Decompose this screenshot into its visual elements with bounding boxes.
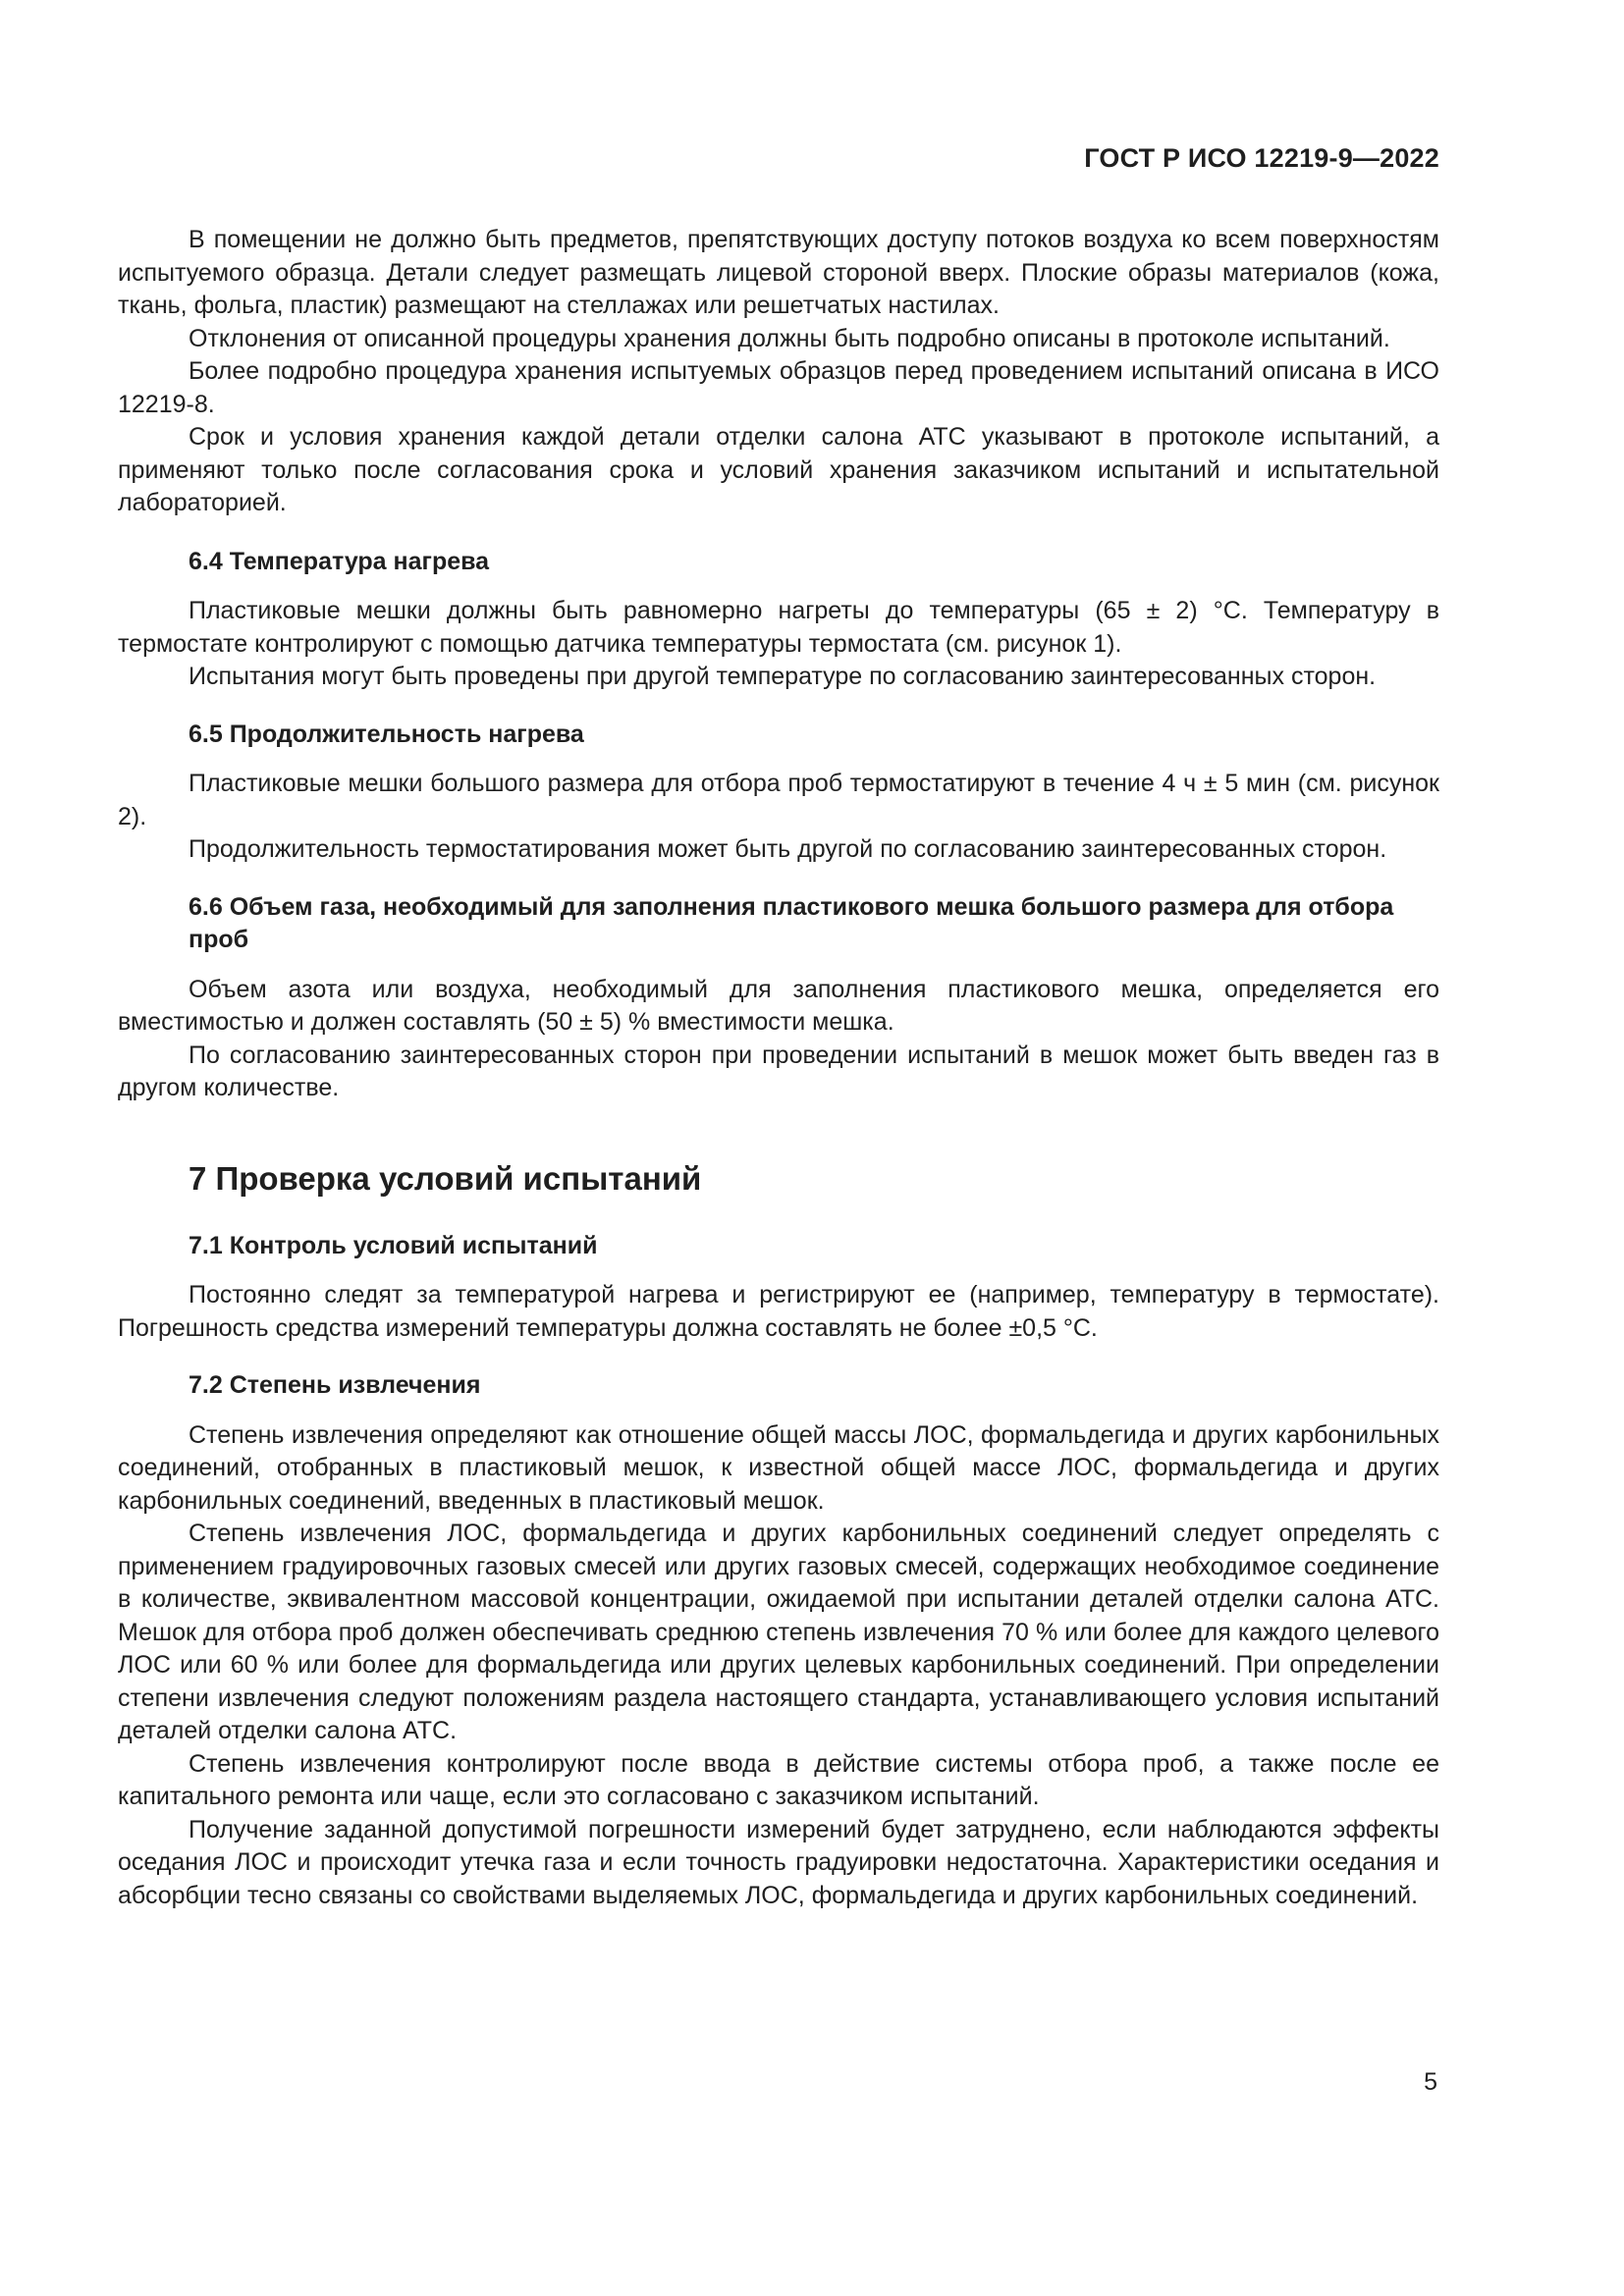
- paragraph: Постоянно следят за температурой нагрева и регистрируют ее (например, температуру в термостате). Погрешность средства измерений температуры должна составлять не более ±0,5 °С.: [118, 1281, 1439, 1342]
- paragraph: Пластиковые мешки большого размера для отбора проб термостатируют в течение 4 ч ± 5 мин (см. рисунок 2).: [118, 770, 1439, 830]
- paragraph: Степень извлечения ЛОС, формальдегида и других карбонильных соединений следует определять с применением градуировочных газовых смесей или других газовых смесей, содержащих необходимое соединение в количестве, эквивалентном массовой концентрации, ожидаемой при испытании деталей отделки салона АТС. Мешок для отбора проб должен обеспечивать среднюю степень извлечения 70 % или более для каждого целевого ЛОС или 60 % или более для формальдегида или других целевых карбонильных соединений. При определении степени извлечения следуют положениям раздела настоящего стандарта, устанавливающего условия испытаний деталей отделки салона АТС.: [118, 1520, 1439, 1744]
- paragraph: Степень извлечения контролируют после ввода в действие системы отбора проб, а также после ее капитального ремонта или чаще, если это согласовано с заказчиком испытаний.: [118, 1749, 1439, 1810]
- section-heading: 7 Проверка условий испытаний: [189, 1159, 702, 1197]
- subsection-heading: 7.2 Степень извлечения: [189, 1371, 481, 1399]
- subsection-heading: 6.5 Продолжительность нагрева: [189, 720, 584, 748]
- paragraph: Продолжительность термостатирования может быть другой по согласованию заинтересованных сторон.: [189, 835, 1387, 863]
- paragraph: Отклонения от описанной процедуры хранения должны быть подробно описаны в протоколе испытаний.: [189, 324, 1390, 352]
- subsection-heading: 7.1 Контроль условий испытаний: [189, 1231, 598, 1259]
- paragraph: Срок и условия хранения каждой детали отделки салона АТС указывают в протоколе испытаний, а применяют только после согласования срока и условий хранения заказчиком испытаний и испытательной лабораторией.: [118, 423, 1439, 516]
- paragraph: По согласованию заинтересованных сторон при проведении испытаний в мешок может быть введен газ в другом количестве.: [118, 1041, 1439, 1101]
- subsection-heading: 6.4 Температура нагрева: [189, 547, 490, 575]
- paragraph: Степень извлечения определяют как отношение общей массы ЛОС, формальдегида и других карбонильных соединений, отобранных в пластиковый мешок, к известной общей массе ЛОС, формальдегида и других карбонильных соединений, введенных в пластиковый мешок.: [118, 1420, 1439, 1515]
- paragraph: Более подробно процедура хранения испытуемых образцов перед проведением испытаний описана в ИСО 12219-8.: [118, 357, 1439, 418]
- document-body: [118, 224, 1439, 1912]
- paragraph: Объем азота или воздуха, необходимый для заполнения пластикового мешка, определяется его вместимостью и должен составлять (50 ± 5) % вместимости мешка.: [118, 975, 1439, 1036]
- paragraph: В помещении не должно быть предметов, препятствующих доступу потоков воздуха ко всем поверхностям испытуемого образца. Детали следует размещать лицевой стороной вверх. Плоские образы материалов (кожа, ткань, фольга, пластик) размещают на стеллажах или решетчатых настилах.: [118, 226, 1439, 319]
- paragraph: Получение заданной допустимой погрешности измерений будет затруднено, если наблюдаются эффекты оседания ЛОС и происходит утечка газа и если точность градуировки недостаточна. Характеристики оседания и абсорбции тесно связаны со свойствами выделяемых ЛОС, формальдегида и других карбонильных соединений.: [118, 1815, 1439, 1909]
- page-number: 5: [1424, 2068, 1437, 2096]
- document-header: ГОСТ Р ИСО 12219-9—2022: [1084, 143, 1439, 173]
- paragraph: Пластиковые мешки должны быть равномерно нагреты до температуры (65 ± 2) °С. Температуру в термостате контролируют с помощью датчика температуры термостата (см. рисунок 1).: [118, 597, 1439, 658]
- subsection-heading: 6.6 Объем газа, необходимый для заполнения пластикового мешка большого размера для отбора проб: [189, 892, 1394, 953]
- paragraph: Испытания могут быть проведены при другой температуре по согласованию заинтересованных сторон.: [189, 663, 1377, 690]
